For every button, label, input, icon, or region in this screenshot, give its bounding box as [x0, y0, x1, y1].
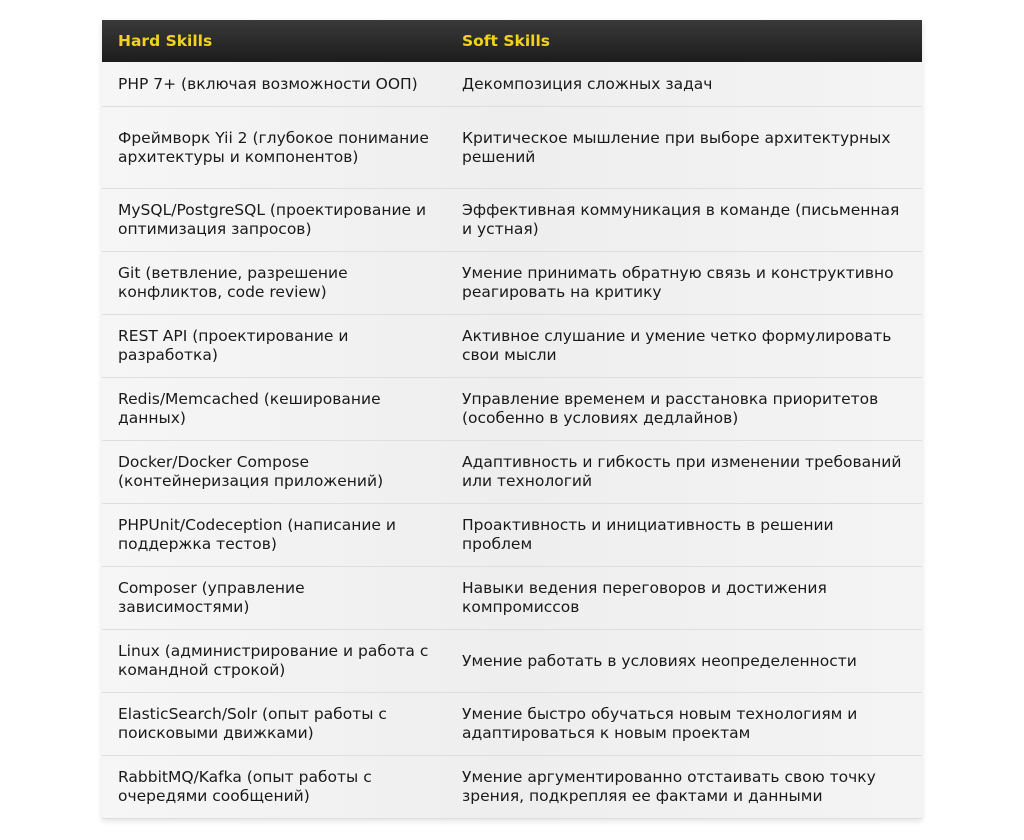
table-header [102, 20, 922, 62]
hard-skill-cell: Linux (администрирование и работа с командной строкой) [102, 630, 446, 693]
table-row [102, 504, 922, 567]
table-row [102, 630, 922, 693]
soft-skill-cell: Активное слушание и умение четко формулировать свои мысли [446, 315, 922, 378]
table-row [102, 107, 922, 189]
soft-skill-cell: Умение аргументированно отстаивать свою точку зрения, подкрепляя ее фактами и данными [446, 756, 922, 819]
hard-skill-cell: ElasticSearch/Solr (опыт работы с поисковыми движками) [102, 693, 446, 756]
hard-skill-cell: MySQL/PostgreSQL (проектирование и оптимизация запросов) [102, 189, 446, 252]
table-body [102, 62, 922, 819]
soft-skill-cell: Умение работать в условиях неопределенности [446, 630, 922, 693]
table-row [102, 567, 922, 630]
header-hard-skills: Hard Skills [118, 32, 213, 50]
soft-skill-cell: Умение принимать обратную связь и конструктивно реагировать на критику [446, 252, 922, 315]
skills-table-container [102, 20, 922, 819]
soft-skill-cell: Навыки ведения переговоров и достижения компромиссов [446, 567, 922, 630]
soft-skill-cell: Декомпозиция сложных задач [446, 62, 922, 107]
hard-skill-cell: Фреймворк Yii 2 (глубокое понимание архитектуры и компонентов) [102, 107, 446, 189]
table-row [102, 189, 922, 252]
table-row [102, 315, 922, 378]
hard-skill-cell: Docker/Docker Compose (контейнеризация приложений) [102, 441, 446, 504]
table-row [102, 378, 922, 441]
table-row [102, 252, 922, 315]
hard-skill-cell: PHPUnit/Codeception (написание и поддержка тестов) [102, 504, 446, 567]
soft-skill-cell: Эффективная коммуникация в команде (письменная и устная) [446, 189, 922, 252]
hard-skill-cell: PHP 7+ (включая возможности ООП) [102, 62, 446, 107]
table-row [102, 693, 922, 756]
hard-skill-cell: Redis/Memcached (кеширование данных) [102, 378, 446, 441]
soft-skill-cell: Адаптивность и гибкость при изменении требований или технологий [446, 441, 922, 504]
soft-skill-cell: Критическое мышление при выборе архитектурных решений [446, 107, 922, 189]
table-row [102, 62, 922, 107]
soft-skill-cell: Управление временем и расстановка приоритетов (особенно в условиях дедлайнов) [446, 378, 922, 441]
table-row [102, 441, 922, 504]
header-row [102, 20, 922, 62]
soft-skill-cell: Проактивность и инициативность в решении проблем [446, 504, 922, 567]
header-soft-skills: Soft Skills [462, 32, 550, 50]
hard-skill-cell: Composer (управление зависимостями) [102, 567, 446, 630]
hard-skill-cell: Git (ветвление, разрешение конфликтов, code review) [102, 252, 446, 315]
hard-skill-cell: REST API (проектирование и разработка) [102, 315, 446, 378]
hard-skill-cell: RabbitMQ/Kafka (опыт работы с очередями сообщений) [102, 756, 446, 819]
table-row [102, 756, 922, 819]
soft-skill-cell: Умение быстро обучаться новым технологиям и адаптироваться к новым проектам [446, 693, 922, 756]
skills-table [102, 20, 922, 819]
